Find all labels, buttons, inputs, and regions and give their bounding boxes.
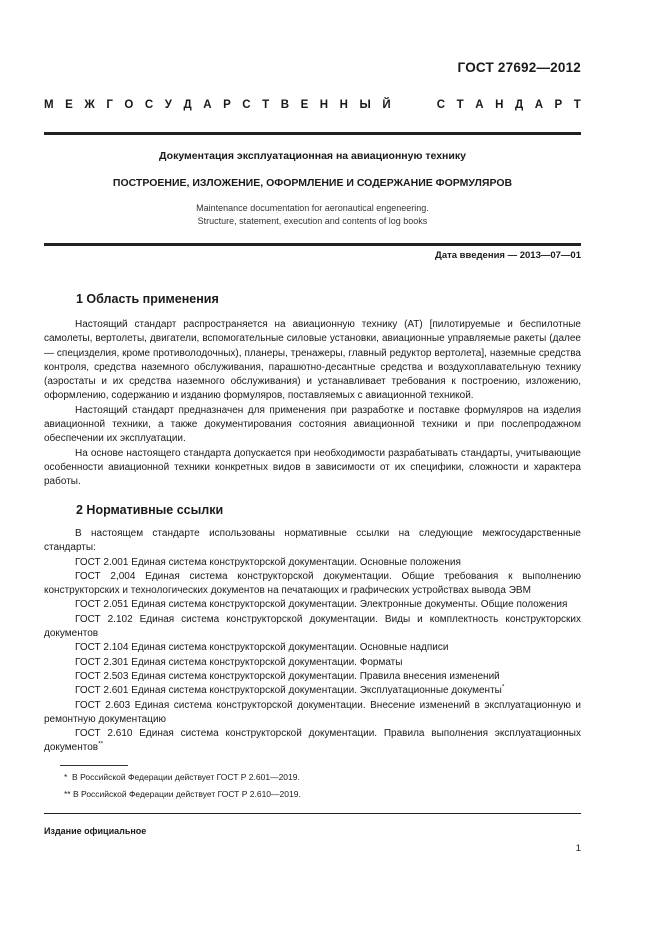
reference-item [44, 699, 581, 728]
banner-letter: Е [300, 99, 309, 111]
footnote-ref-mark: * [501, 683, 505, 691]
reference-text: ГОСТ 2.301 Единая система конструкторской документации. Форматы [75, 656, 403, 668]
section-2-heading: 2 Нормативные ссылки [76, 503, 224, 517]
banner-letter: Н [319, 99, 329, 111]
banner-letter: М [44, 99, 54, 111]
reference-text: ГОСТ 2.603 Единая система конструкторской документации. Внесение изменений в эксплуатационную и ремонтную документацию [44, 699, 581, 725]
section-1-paragraph: Настоящий стандарт предназначен для применения при разработке и поставке формуляров на изделия авиационной техники, а также документирования состояния авиационной техники и при послепродажном обеспечении их эксплуатации. [44, 404, 581, 445]
footnote-rule [60, 765, 128, 766]
banner-letter: В [280, 99, 290, 111]
banner-letter: А [534, 99, 543, 111]
section-1-body [44, 318, 581, 490]
reference-text: ГОСТ 2.503 Единая система конструкторской документации. Правила внесения изменений [75, 670, 500, 682]
banner-letter: Р [554, 99, 563, 111]
banner-letter: Т [456, 99, 464, 111]
banner-letter: С [242, 99, 251, 111]
page-number: 1 [575, 843, 581, 854]
reference-text: ГОСТ 2,004 Единая система конструкторской документации. Общие требования к выполнению конструкторских и технологических документов на печатающих и графических устройствах вывода ЭВМ [44, 570, 581, 597]
footnote-2 [64, 789, 301, 799]
banner-letter: А [475, 99, 484, 111]
title-en-line1: Maintenance documentation for aeronautical engeneering. [196, 203, 429, 213]
reference-text: ГОСТ 2.102 Единая система конструкторской документации. Виды и комплектность конструкторских документов [44, 613, 581, 640]
banner-letter: Г [106, 99, 113, 111]
reference-list [44, 556, 581, 756]
title-ru-main: Документация эксплуатационная на авиационную технику [159, 150, 466, 162]
banner-letter: Р [223, 99, 231, 111]
banner-letter: У [164, 99, 172, 111]
footnote-mark: ** [64, 789, 71, 799]
footnote-1 [64, 772, 300, 782]
header-rule [44, 132, 581, 135]
banner-letter: А [203, 99, 212, 111]
edition-label: Издание официальное [44, 826, 147, 836]
banner-letter: Й [382, 99, 391, 111]
footer-rule [44, 813, 581, 814]
section-1-paragraph: На основе настоящего стандарта допускается при необходимости разрабатывать стандарты, учитывающие особенности авиационной техники конкретных видов в зависимости от их специфики, сложности и характера работы. [44, 447, 581, 488]
title-en-line2: Structure, statement, execution and contents of log books [197, 216, 428, 226]
banner-letter: С [436, 99, 446, 111]
section-1-paragraph: Настоящий стандарт распространяется на авиационную технику (АТ) [пилотируемые и беспилотные самолеты, вертолеты, двигатели, вспомогательные силовые установки, авиационные управляемые ракеты (далее — специзделия, кроме противолодочных), планеры, тренажеры, главный редуктор вертолета], наземные средства контроля, средства наземного обслуживания, парашютно-десантные средства и воздухоплавательную технику (аэростаты и их средства наземного обслуживания) и устанавливает требования к построению, изложению, оформлению, содержанию и изданию формуляров, поставляемых с авиационной техникой. [44, 319, 581, 402]
footnote-mark: * [64, 772, 68, 782]
banner-letter: Ж [84, 99, 95, 111]
reference-item [44, 670, 581, 684]
reference-text: ГОСТ 2.601 Единая система конструкторской документации. Эксплуатационные документы [75, 685, 502, 697]
section-1-heading: 1 Область применения [76, 292, 219, 306]
reference-item [44, 613, 581, 642]
banner-letter: Н [339, 99, 348, 111]
banner-letter: Т [573, 99, 581, 111]
banner-letter: О [124, 99, 134, 111]
reference-item [44, 598, 581, 612]
footnote-text: В Российской Федерации действует ГОСТ Р 2.610—2019. [73, 789, 301, 799]
footnote-ref-mark: ** [98, 741, 104, 749]
reference-item [44, 570, 581, 599]
banner-letter: Е [65, 99, 73, 111]
interstate-standard-banner [44, 99, 581, 111]
banner-letter: Ы [359, 99, 371, 111]
reference-text: ГОСТ 2.104 Единая система конструкторской документации. Основные надписи [75, 642, 449, 654]
banner-letter: С [144, 99, 154, 111]
section-2-intro: В настоящем стандарте использованы нормативные ссылки на следующие межгосударственные стандарты: [44, 528, 581, 554]
reference-item [44, 727, 581, 756]
title-rule [44, 243, 581, 246]
title-ru-sub: ПОСТРОЕНИЕ, ИЗЛОЖЕНИЕ, ОФОРМЛЕНИЕ И СОДЕРЖАНИЕ ФОРМУЛЯРОВ [112, 177, 513, 189]
intro-date: Дата введения — 2013—07—01 [435, 250, 581, 261]
gost-number: ГОСТ 27692—2012 [457, 60, 581, 75]
banner-letter: Д [514, 99, 524, 111]
reference-text: ГОСТ 2.610 Единая система конструкторской документации. Правила выполнения эксплуатационных документов [44, 728, 581, 754]
reference-item [44, 641, 581, 655]
reference-item [44, 556, 581, 570]
banner-letter: Т [262, 99, 270, 111]
reference-item [44, 656, 581, 670]
reference-text: ГОСТ 2.051 Единая система конструкторской документации. Электронные документы. Общие положения [75, 599, 568, 611]
banner-letter: Д [183, 99, 192, 111]
footnote-text: В Российской Федерации действует ГОСТ Р 2.601—2019. [72, 772, 300, 782]
reference-item [44, 684, 581, 698]
banner-letter: Н [495, 99, 504, 111]
section-2-body [44, 527, 581, 756]
reference-text: ГОСТ 2.001 Единая система конструкторской документации. Основные положения [75, 556, 461, 568]
